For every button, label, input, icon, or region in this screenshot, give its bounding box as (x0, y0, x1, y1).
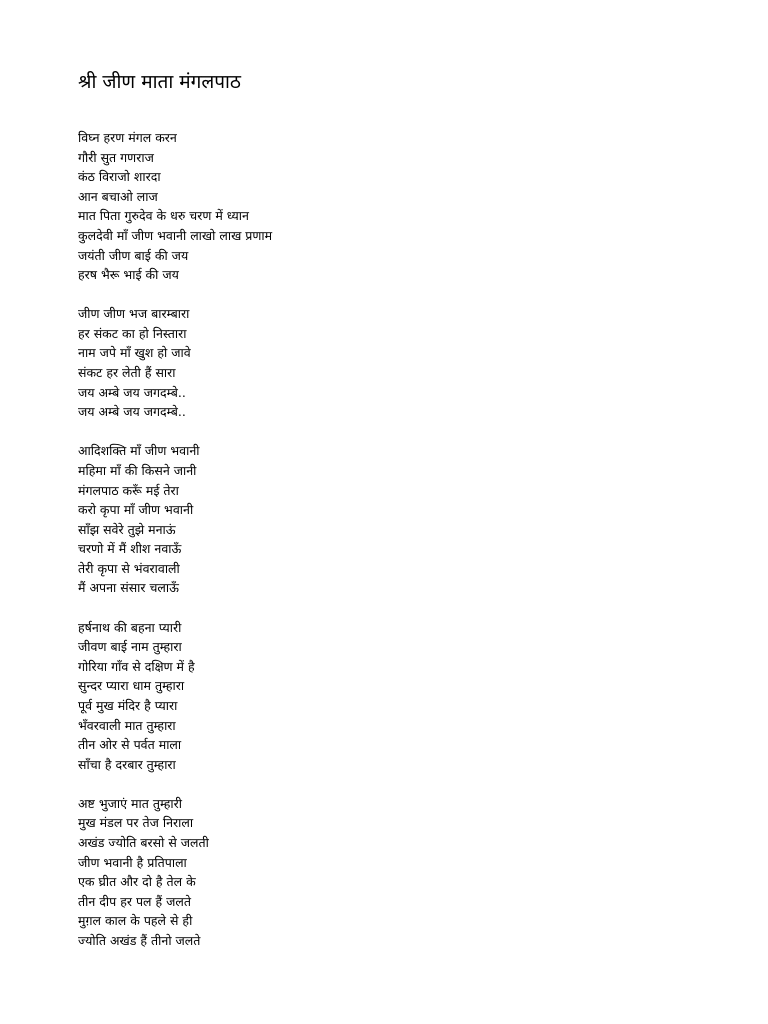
verse-line: संकट हर लेती हैं सारा (78, 365, 176, 381)
verse-line: आदिशक्ति माँ जीण भवानी (78, 443, 200, 459)
document-page (78, 70, 698, 970)
stanza (78, 441, 698, 598)
verse-line: तीन ओर से पर्वत माला (78, 737, 182, 753)
verse-line: गौरी सुत गणराज (78, 149, 154, 165)
verse-line: तीन दीप हर पल हैं जलते (78, 893, 191, 909)
verse-line: तेरी कृपा से भंवरावाली (78, 560, 180, 576)
stanza (78, 794, 698, 951)
stanza (78, 304, 698, 422)
stanza (78, 618, 698, 775)
verse-line: आन बचाओ लाज (78, 188, 158, 204)
poem-body (78, 128, 698, 951)
verse-line: हर्षनाथ की बहना प्यारी (78, 619, 182, 635)
verse-line: चरणो में मैं शीश नवाऊँ (78, 541, 182, 557)
verse-line: जीण भवानी है प्रतिपाला (78, 854, 187, 870)
verse-line: सुन्दर प्यारा धाम तुम्हारा (78, 678, 185, 694)
verse-line: मंगलपाठ करूँ मई तेरा (78, 482, 179, 498)
verse-line: जय अम्बे जय जगदम्बे.. (78, 384, 186, 400)
stanza (78, 128, 698, 285)
verse-line: मुग़ल काल के पहले से ही (78, 913, 193, 929)
verse-line: अखंड ज्योति बरसो से जलती (78, 835, 209, 850)
verse-line: जय अम्बे जय जगदम्बे.. (78, 404, 186, 420)
verse-line: हर संकट का हो निस्तारा (78, 325, 187, 341)
verse-line: ज्योति अखंड हैं तीनो जलते (78, 932, 201, 948)
verse-line: अष्ट भुजाएं मात तुम्हारी (78, 795, 182, 811)
verse-line: जीवण बाई नाम तुम्हारा (78, 639, 182, 655)
verse-line: मात पिता गुरुदेव के धरु चरण में ध्यान (78, 208, 249, 224)
verse-line: महिमा माँ की किसने जानी (78, 462, 197, 478)
verse-line: कंठ विराजो शारदा (78, 169, 161, 185)
verse-line: कुलदेवी माँ जीण भवानी लाखो लाख प्रणाम (78, 227, 273, 243)
verse-line: जीण जीण भज बारम्बारा (78, 306, 190, 322)
verse-line: मुख मंडल पर तेज निराला (78, 815, 194, 831)
verse-line: हरष भैरू भाई की जय (78, 267, 179, 283)
verse-line: जयंती जीण बाई की जय (78, 247, 189, 263)
verse-line: गोरिया गाँव से दक्षिण में है (78, 658, 195, 674)
verse-line: मैं अपना संसार चलाऊँ (78, 580, 179, 596)
verse-line: नाम जपे माँ खुश हो जावे (78, 345, 191, 361)
document-title: श्री जीण माता मंगलपाठ (78, 71, 241, 93)
verse-line: साँझ सवेरे तुझे मनाऊं (78, 521, 176, 537)
verse-line: करो कृपा माँ जीण भवानी (78, 502, 194, 518)
verse-line: भँवरवाली मात तुम्हारा (78, 717, 176, 733)
verse-line: एक घ्रीत और दो है तेल के (78, 874, 196, 890)
verse-line: विघ्न हरण मंगल करन (78, 130, 177, 145)
verse-line: पूर्व मुख मंदिर है प्यारा (78, 697, 178, 713)
verse-line: साँचा है दरबार तुम्हारा (78, 756, 176, 772)
